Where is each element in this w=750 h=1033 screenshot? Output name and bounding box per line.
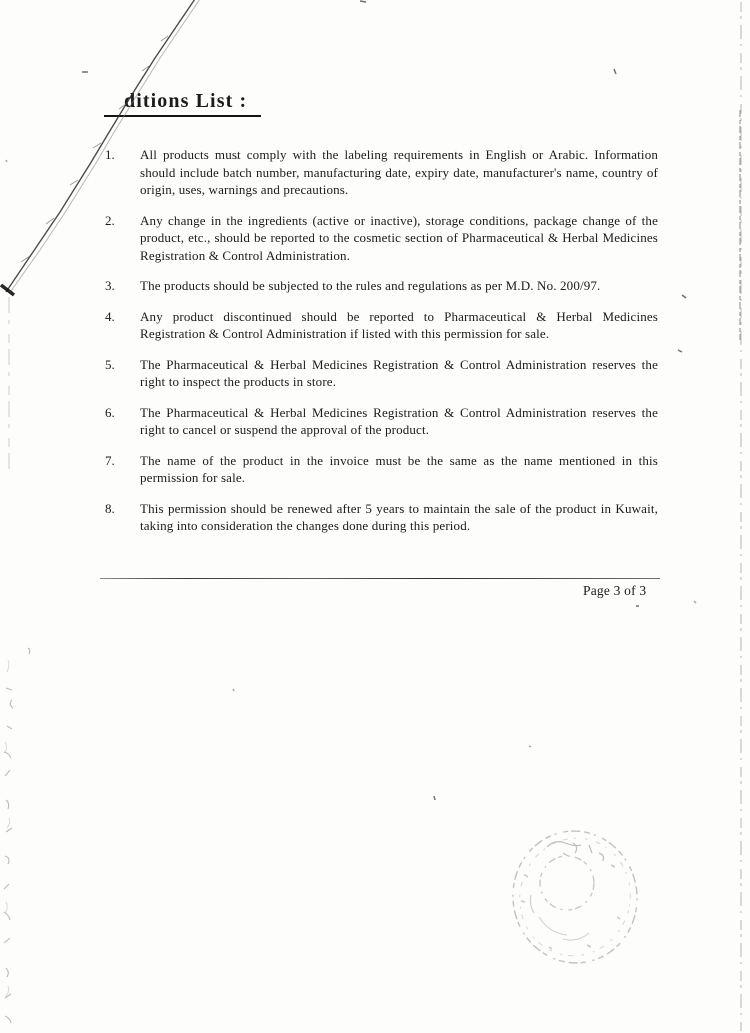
footer-divider [100,578,660,579]
list-item [105,452,658,487]
list-item-text: The Pharmaceutical & Herbal Medicines Registration & Control Administration reserves the right to cancel or suspend the approval of the product. [140,404,658,437]
list-item-number: 7. [105,452,115,468]
page-number: Page 3 of 3 [583,583,647,598]
list-item-text: The products should be subjected to the rules and regulations as per M.D. No. 200/97. [140,278,601,293]
list-item [105,356,658,391]
list-item [105,146,658,199]
list-item-number: 2. [105,212,115,228]
list-item-text: The Pharmaceutical & Herbal Medicines Registration & Control Administration reserves the right to inspect the products in store. [140,356,658,389]
conditions-list [105,146,658,548]
list-item [105,212,658,265]
list-item-number: 1. [105,147,115,162]
list-item-number: 6. [105,404,115,420]
list-item-text: The name of the product in the invoice must be the same as the name mentioned in this permission for sale. [140,452,658,485]
list-item-number: 3. [105,278,115,293]
page-title [104,90,261,117]
list-item-text: All products must comply with the labeling requirements in English or Arabic. Information should include batch number, manufacturing date, expiry date, manufacturer's name, country of origin, uses, warnings and precautions. [140,147,658,197]
list-item-text: Any product discontinued should be reported to Pharmaceutical & Herbal Medicines Registration & Control Administration if listed with this permission for sale. [140,308,658,341]
page-title-text: ditions List : [104,90,261,117]
list-item [105,277,658,295]
list-item-number: 4. [105,308,115,324]
list-item [105,500,658,535]
list-item-number: 5. [105,356,115,372]
list-item [105,308,658,343]
left-edge-scribbles [4,648,30,1023]
stamp-seal [504,823,645,971]
list-item [105,404,658,439]
list-item-text: This permission should be renewed after 5 years to maintain the sale of the product in Kuwait, taking into consideration the changes done during this period. [140,500,658,533]
list-item-text: Any change in the ingredients (active or inactive), storage conditions, package change of the product, etc., should be reported to the cosmetic section of Pharmaceutical & Herbal Medicines Registration & Control Administration. [140,212,658,263]
right-edge-noise [740,2,741,1031]
list-item-number: 8. [105,500,115,516]
